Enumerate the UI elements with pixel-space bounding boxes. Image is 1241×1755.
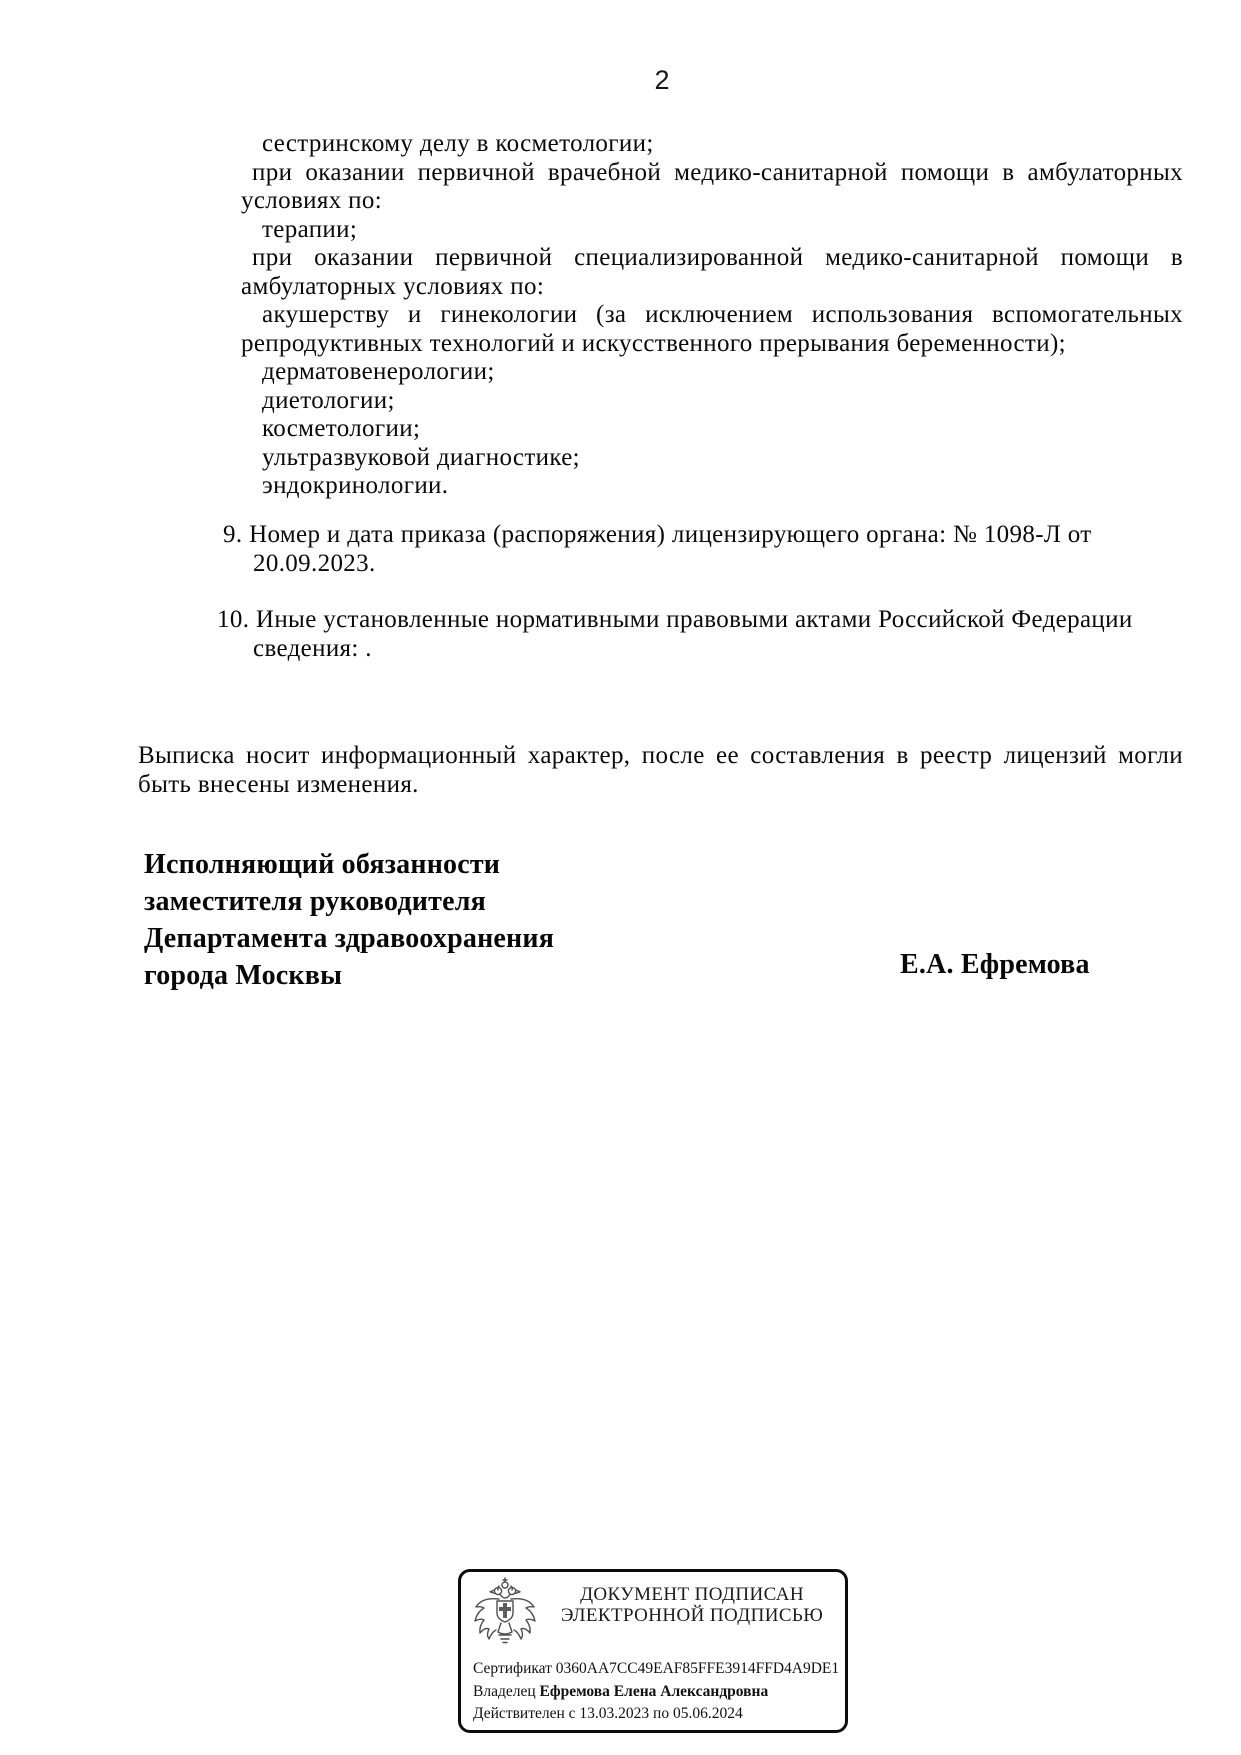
- list-item: терапии;: [262, 215, 358, 243]
- clause-number: 10.: [217, 606, 250, 633]
- list-item: косметологии;: [262, 415, 421, 442]
- stamp-title: [545, 1585, 839, 1626]
- list-item: при оказании первичной врачебной медико-санитарной помощи в амбулаторных условиях по:: [241, 158, 1183, 214]
- license-activities-list: [241, 130, 1183, 501]
- clause-9: [223, 520, 1133, 578]
- signatory-position-line: Исполняющий обязанности: [144, 849, 501, 880]
- list-item: при оказании первичной специализированной медико-санитарной помощи в амбулаторных условиях по:: [241, 244, 1183, 300]
- list-item: ультразвуковой диагностике;: [262, 443, 580, 471]
- signatory-position-line: заместителя руководителя: [144, 886, 486, 917]
- owner-label: Владелец: [473, 1682, 536, 1700]
- stamp-title-line2: ЭЛЕКТРОННОЙ ПОДПИСЬЮ: [560, 1604, 824, 1626]
- list-item: дерматовенерологии;: [262, 358, 495, 385]
- validity-line: Действителен с 13.03.2023 по 05.06.2024: [473, 1705, 743, 1723]
- signatory-position-line: Департамента здравоохранения: [144, 923, 555, 954]
- signatory-position-line: города Москвы: [144, 960, 343, 991]
- informational-note: Выписка носит информационный характер, после ее составления в реестр лицензий могли быть внесены изменения.: [138, 742, 1183, 798]
- list-item: сестринскому делу в косметологии;: [262, 130, 654, 157]
- stamp-title-line1: ДОКУМЕНТ ПОДПИСАН: [580, 1584, 804, 1605]
- signatory-position: [144, 846, 784, 994]
- certificate-line: [473, 1658, 840, 1681]
- owner-line: [473, 1681, 837, 1704]
- stamp-details: [473, 1658, 840, 1726]
- page-number: 2: [654, 65, 670, 95]
- certificate-value: 0360AA7CC49EAF85FFE3914FFD4A9DE1: [555, 1660, 840, 1677]
- electronic-signature-stamp: [458, 1569, 848, 1733]
- roszdravnadzor-eagle-icon: [472, 1576, 538, 1650]
- clause-text: Иные установленные нормативными правовыми актами Российской Федерации сведения: .: [253, 606, 1133, 662]
- list-item: акушерству и гинекологии (за исключением использования вспомогательных репродуктивных технологий и искусственного прерывания беременности);: [241, 301, 1183, 357]
- list-item: диетологии;: [262, 386, 395, 414]
- owner-name: Ефремова Елена Александровна: [539, 1682, 769, 1700]
- list-item: эндокринологии.: [262, 472, 449, 499]
- signatory-name: Е.А. Ефремова: [900, 949, 1090, 980]
- clause-10: [217, 605, 1139, 663]
- certificate-label: Сертификат: [473, 1660, 552, 1677]
- clause-text: Номер и дата приказа (распоряжения) лицензирующего органа: № 1098-Л от 20.09.2023.: [249, 521, 1092, 577]
- clause-number: 9.: [223, 521, 243, 548]
